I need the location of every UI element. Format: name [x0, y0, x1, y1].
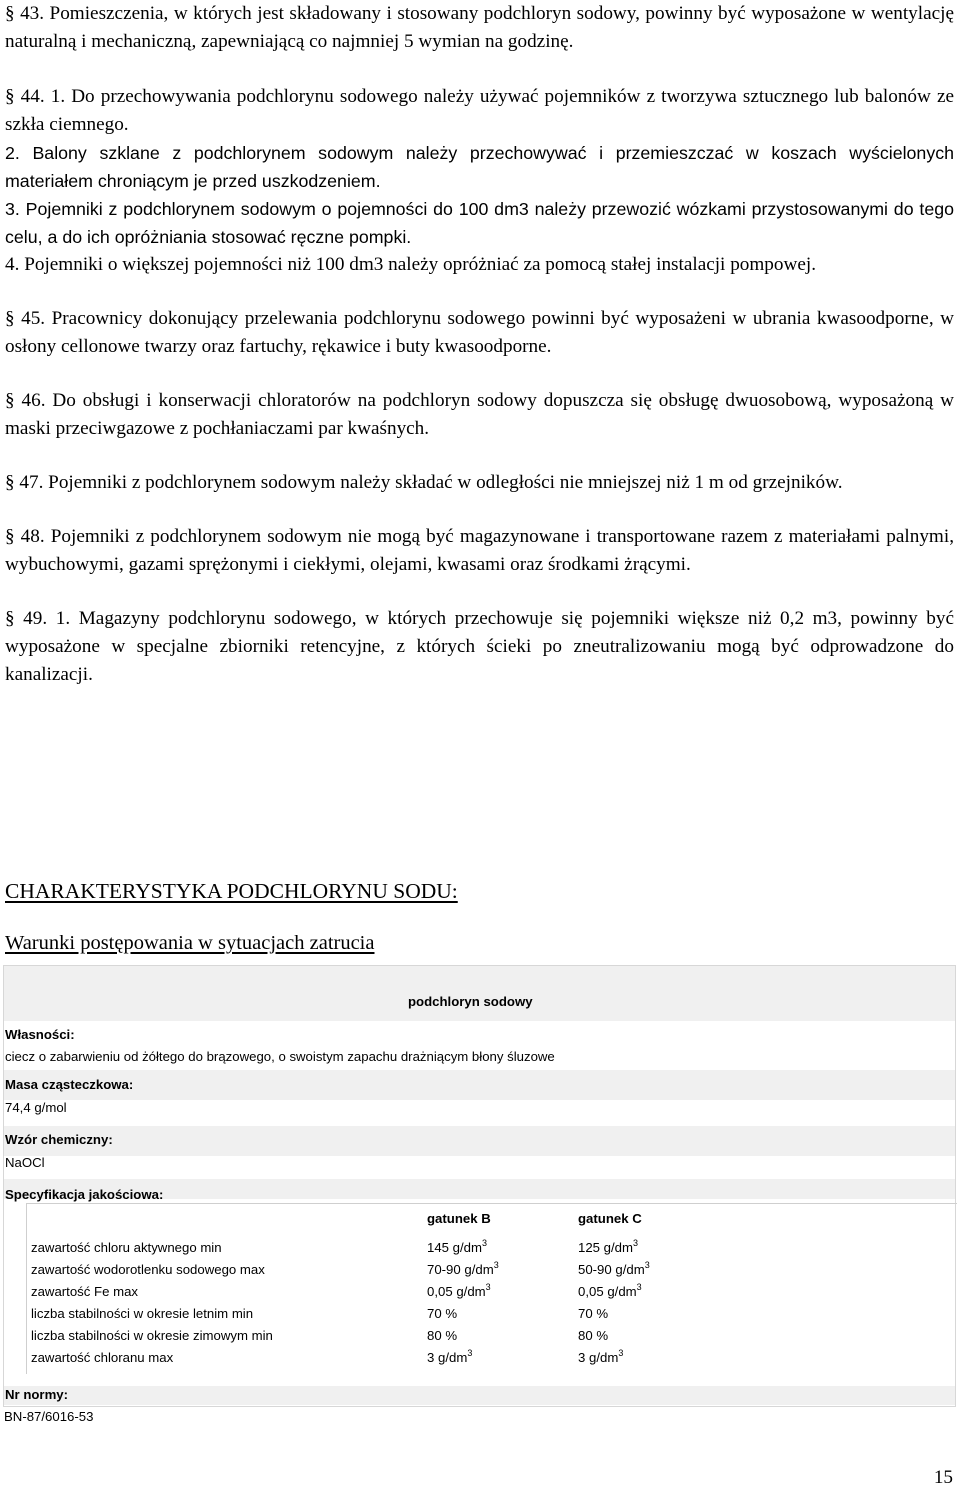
formula-value: NaOCl: [5, 1155, 45, 1170]
section-45: § 45. Pracownicy dokonujący przelewania podchlorynu sodowego powinni być wyposażeni w ubrania kwasoodporne, w osłony cellonowe twarzy oraz fartuchy, rękawice i buty kwasoodporne.: [5, 308, 954, 357]
grade-b-value: 70 %: [427, 1306, 458, 1321]
column-header-b: gatunek B: [427, 1211, 491, 1226]
row-name: zawartość chloranu max: [31, 1350, 174, 1365]
column-header-c: gatunek C: [578, 1211, 642, 1226]
grade-b-value: 3 $g/dm^3$: [427, 1348, 473, 1365]
page-number: 15: [933, 1467, 953, 1488]
mass-label: Masa cząsteczkowa:: [5, 1077, 134, 1092]
substance-name: podchloryn sodowy: [408, 994, 533, 1009]
section-44-4: 4. Pojemniki o większej pojemności niż 100 dm3 należy opróżniać za pomocą stałej instalacji pompowej.: [5, 254, 816, 275]
document-body: [5, 0, 954, 689]
substance-data-sheet: [3, 965, 956, 1407]
section-44-2: 2. Balony szklane z podchlorynem sodowym należy przechowywać i przemieszczać w koszach wyścielonych materiałem chroniącym je przed uszkodzeniem.: [5, 143, 954, 191]
grade-c-value: 125 $g/dm^3$: [578, 1238, 639, 1255]
section-47: § 47. Pojemniki z podchlorynem sodowym należy składać w odległości nie mniejszej niż 1 m od grzejników.: [5, 472, 843, 493]
section-48: § 48. Pojemniki z podchlorynem sodowym nie mogą być magazynowane i transportowane razem z materiałami palnymi, wybuchowymi, gazami sprężonymi i ciekłymi, olejami, kwasami oraz środkami żrącymi.: [5, 526, 954, 575]
row-name: zawartość chloru aktywnego min: [31, 1240, 222, 1255]
grade-c-value: 70 %: [578, 1306, 609, 1321]
norm-value: BN-87/6016-53: [4, 1409, 94, 1424]
table-row: [27, 1240, 957, 1262]
sub-heading: Warunki postępowania w sytuacjach zatrucia: [5, 932, 375, 954]
section-49: § 49. 1. Magazyny podchlorynu sodowego, w których przechowuje się pojemniki większe niż 0,2 m3, powinny być wyposażone w specjalne zbiorniki retencyjne, z których ścieki po zneutralizowaniu mogą być odprowadzone do kanalizacji.: [5, 608, 954, 685]
grade-c-value: 0,05 $g/dm^3$: [578, 1282, 642, 1299]
spec-label: Specyfikacja jakościowa:: [5, 1187, 164, 1202]
section-44-1: § 44. 1. Do przechowywania podchlorynu sodowego należy używać pojemników z tworzywa sztucznego lub balonów ze szkła ciemnego.: [5, 86, 954, 135]
properties-label: Własności:: [5, 1027, 75, 1042]
table-row: [27, 1350, 957, 1372]
row-name: liczba stabilności w okresie zimowym min: [31, 1328, 273, 1343]
spec-table-header: [27, 1211, 957, 1233]
formula-label: Wzór chemiczny:: [5, 1132, 113, 1147]
grade-b-value: 70-90 $g/dm^3$: [427, 1260, 499, 1277]
grade-c-value: 3 $g/dm^3$: [578, 1348, 624, 1365]
grade-b-value: 0,05 $g/dm^3$: [427, 1282, 491, 1299]
table-row: [27, 1328, 957, 1350]
grade-c-value: 80 %: [578, 1328, 609, 1343]
row-name: zawartość Fe max: [31, 1284, 138, 1299]
section-44-3: 3. Pojemniki z podchlorynem sodowym o pojemności do 100 dm3 należy przewozić wózkami przystosowanymi do tego celu, a do ich opróżniania stosować ręczne pompki.: [5, 199, 954, 247]
section-46: § 46. Do obsługi i konserwacji chloratorów na podchloryn sodowy dopuszcza się obsługę dwuosobową, wyposażoną w maski przeciwgazowe z pochłaniaczami par kwaśnych.: [5, 390, 954, 439]
table-row: [27, 1262, 957, 1284]
grade-c-value: 50-90 $g/dm^3$: [578, 1260, 650, 1277]
properties-value: ciecz o zabarwieniu od żółtego do brązowego, o swoistym zapachu drażniącym błony śluzowe: [5, 1049, 555, 1064]
grade-b-value: 80 %: [427, 1328, 458, 1343]
table-row: [27, 1284, 957, 1306]
main-heading: CHARAKTERYSTYKA PODCHLORYNU SODU:: [5, 879, 458, 903]
row-name: zawartość wodorotlenku sodowego max: [31, 1262, 265, 1277]
mass-value: 74,4 g/mol: [5, 1100, 67, 1115]
spec-table: [26, 1203, 957, 1374]
section-43: § 43. Pomieszczenia, w których jest składowany i stosowany podchloryn sodowy, powinny być wyposażone w wentylację naturalną i mechaniczną, zapewniającą co najmniej 5 wymian na godzinę.: [5, 3, 954, 52]
row-name: liczba stabilności w okresie letnim min: [31, 1306, 254, 1321]
norm-label: Nr normy:: [5, 1387, 69, 1402]
table-row: [27, 1306, 957, 1328]
grade-b-value: 145 $g/dm^3$: [427, 1238, 488, 1255]
